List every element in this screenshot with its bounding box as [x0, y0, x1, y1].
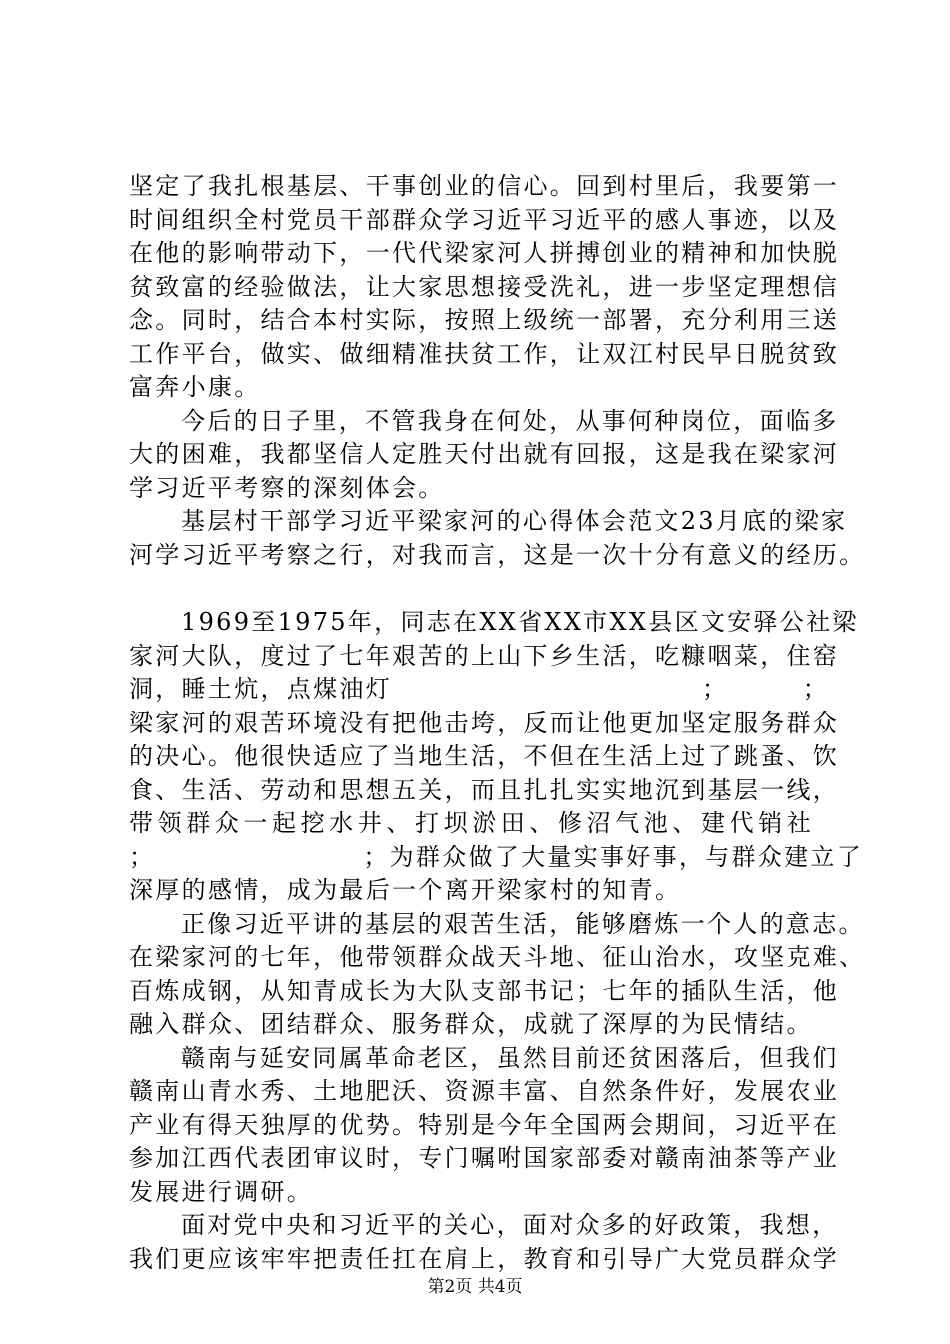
text-line: 工作平台，做实、做细精准扶贫工作，让双江村民早日脱贫致	[129, 339, 840, 368]
text-line: 的决心。他很快适应了当地生活，不但在生活上过了跳蚤、饮	[129, 742, 840, 770]
text-line: 融入群众、团结群众、服务群众，成就了深厚的为民情结。	[129, 1010, 813, 1038]
text-line-split	[129, 673, 829, 707]
text-line: 参加江西代表团审议时，专门嘱咐国家部委对赣南油茶等产业	[129, 1144, 840, 1172]
text-line: 在梁家河的七年，他带领群众战天斗地、征山治水，攻坚克难、	[129, 943, 866, 971]
text-line: 带领群众一起挖水井、打坝淤田、修沼气池、建代销社	[129, 809, 816, 837]
text-line: 念。同时，结合本村实际，按照上级统一部署，充分利用三送	[129, 306, 840, 334]
text-line: 发展进行调研。	[129, 1177, 314, 1206]
text-line: 正像习近平讲的基层的艰苦生活，能够磨炼一个人的意志。	[181, 909, 865, 938]
text-line: 赣南与延安同属革命老区，虽然目前还贫困落后，但我们	[181, 1043, 839, 1072]
text-line: 面对党中央和习近平的关心，面对众多的好政策，我想，	[181, 1211, 839, 1239]
text-line: 河学习近平考察之行，对我而言，这是一次十分有意义的经历。	[129, 540, 866, 569]
text-line: 百炼成钢，从知青成长为大队支部书记；七年的插队生活，他	[129, 976, 840, 1005]
paragraph-gap	[129, 572, 829, 606]
text-line: 基层村干部学习近平梁家河的心得体会范文23月底的梁家	[181, 507, 848, 535]
text-line: 1969至1975年，同志在XX省XX市XX县区文安驿公社梁	[181, 608, 859, 636]
text-line: 今后的日子里，不管我身在何处，从事何种岗位，面临多	[181, 406, 839, 435]
page-number: 第2页 共4页	[427, 1277, 523, 1297]
text-line: 富奔小康。	[129, 373, 261, 401]
text-line: 深厚的感情，成为最后一个离开梁家村的知青。	[129, 876, 682, 904]
text-line: 大的困难，我都坚信人定胜天付出就有回报，这是我在梁家河	[129, 440, 840, 468]
text-segment: 洞，睡土炕，点煤油灯	[129, 675, 392, 703]
text-segment: ；	[702, 675, 729, 703]
text-line-split	[129, 841, 864, 875]
text-line: 贫致富的经验做法，让大家思想接受洗礼，进一步坚定理想信	[129, 272, 840, 301]
text-line: 赣南山青水秀、土地肥沃、资源丰富、自然条件好，发展农业	[129, 1077, 840, 1105]
text-line: 在他的影响带动下，一代代梁家河人拼搏创业的精神和加快脱	[129, 239, 840, 267]
text-line: 时间组织全村党员干部群众学习近平习近平的感人事迹，以及	[129, 205, 840, 234]
text-line: 坚定了我扎根基层、干事创业的信心。回到村里后，我要第一	[129, 172, 840, 200]
text-line: 食、生活、劳动和思想五关，而且扎扎实实地沉到基层一线，	[129, 775, 840, 804]
text-line: 学习近平考察的深刻体会。	[129, 473, 445, 502]
text-segment: ；	[802, 675, 829, 703]
text-line: 梁家河的艰苦环境没有把他击垮，反而让他更加坚定服务群众	[129, 708, 840, 737]
text-line: 产业有得天独厚的优势。特别是今年全国两会期间，习近平在	[129, 1110, 840, 1139]
text-segment: ；为群众做了大量实事好事，与群众建立了	[363, 842, 864, 871]
text-line: 我们更应该牢牢把责任扛在肩上，教育和引导广大党员群众学	[129, 1244, 840, 1273]
text-segment: ；	[129, 842, 156, 871]
text-line: 家河大队，度过了七年艰苦的上山下乡生活，吃糠咽菜，住窑	[129, 641, 840, 670]
document-body	[129, 170, 866, 1276]
